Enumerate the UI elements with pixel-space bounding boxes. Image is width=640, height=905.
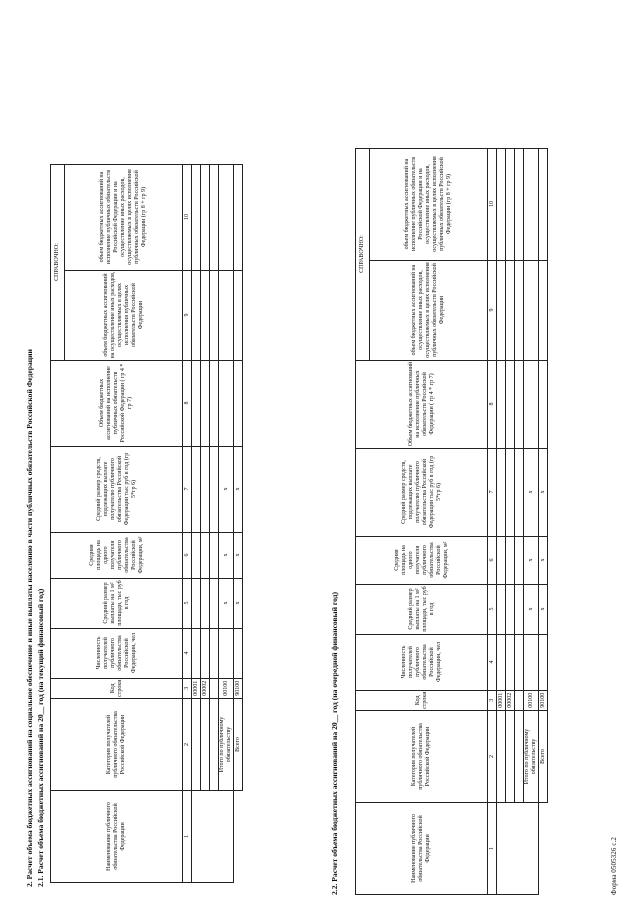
header-recipients-count: Численность получателей публичного обязательства Российской Федерации, чел (356, 634, 488, 690)
col-number: 6 (183, 532, 192, 578)
col-number: 2 (183, 699, 192, 791)
obligation-name-cell (497, 803, 539, 895)
subsection-1-title: 2.1. Расчет объема бюджетных ассигнований на 20__ год (на текущий финансовый год) (36, 588, 45, 887)
table-row (497, 148, 506, 894)
cell (497, 536, 506, 584)
subsection-2-title: 2.2. Расчет объема бюджетных ассигнований на 20__ год (на очередной финансовый год) (330, 591, 339, 895)
cell (506, 448, 515, 536)
cell (192, 446, 201, 532)
cell (219, 270, 234, 360)
col-number: 9 (183, 270, 192, 360)
cell (515, 360, 524, 448)
cell (524, 148, 539, 260)
row-code: 00001 (192, 678, 201, 698)
col-number: 8 (183, 360, 192, 446)
calculation-table-next-year (355, 148, 548, 895)
col-number: 7 (183, 446, 192, 532)
cell (539, 360, 548, 448)
x-mark: x (219, 532, 234, 578)
cell (524, 260, 539, 360)
cell (219, 164, 234, 270)
col-number: 10 (183, 164, 192, 270)
cell (524, 360, 539, 448)
cell (192, 270, 201, 360)
cell (192, 532, 201, 578)
col-number: 4 (488, 634, 497, 690)
cell (515, 690, 524, 710)
header-avg-area: Средняя площадь на одного получателя публичного обязательства Российской Федерации, м² (356, 536, 488, 584)
header-row-code: Код строки (51, 678, 183, 698)
cell (201, 532, 210, 578)
x-mark: x (524, 536, 539, 584)
header-reference: СПРАВОЧНО: (356, 148, 370, 360)
cell (192, 699, 201, 791)
header-avg-area: Средняя площадь на одного получателя публичного обязательства Российской Федерации, м² (51, 532, 183, 578)
calculation-table-current-year (50, 164, 243, 883)
section-title: 2. Расчет объема бюджетных ассигнований на социальное обеспечение и иные выплаты населению в части публичных обязательств Российской Федерации (25, 349, 34, 887)
header-recipient-category: Категория получателей публичного обязательства Российской Федерации (51, 699, 183, 791)
cell (506, 536, 515, 584)
cell (515, 148, 524, 260)
grand-total-label: Всего (234, 699, 243, 791)
cell (524, 634, 539, 690)
total-obligation-label: Итого по публичному обязательству (524, 711, 539, 803)
col-number: 6 (488, 536, 497, 584)
x-mark: x (234, 578, 243, 628)
total-row (219, 164, 234, 882)
cell (219, 360, 234, 446)
header-avg-payment: Средний размер средств, подлежащих выплате получателю публичного обязательства Российской Федерации тыс руб в год (гр 5*гр 6) (356, 448, 488, 536)
cell (210, 678, 219, 698)
cell (539, 634, 548, 690)
obligation-name-cell (192, 791, 234, 883)
header-recipient-category: Категория получателей публичного обязательства Российской Федерации (356, 711, 488, 803)
cell (506, 711, 515, 803)
cell (210, 578, 219, 628)
col-number: 2 (488, 711, 497, 803)
cell (515, 536, 524, 584)
x-mark: x (524, 448, 539, 536)
x-mark: x (539, 584, 548, 634)
x-mark: x (234, 532, 243, 578)
table-row (192, 164, 201, 882)
cell (201, 628, 210, 678)
table-row (210, 164, 219, 882)
col-number: 1 (488, 803, 497, 895)
total-obligation-code: 00100 (524, 690, 539, 710)
table-row (515, 148, 524, 894)
cell (201, 578, 210, 628)
cell (192, 578, 201, 628)
col-number: 7 (488, 448, 497, 536)
header-obligation-amount: Объем бюджетных ассигнований на исполнение публичных обязательств Российской Федерации ( гр 4 * гр 7) (356, 360, 488, 448)
cell (497, 448, 506, 536)
header-other-expenses: объем бюджетных ассигнований на осуществление иных расходов, осуществляемых в целях исполнения публичных обязательств Российской Федерации (370, 260, 488, 360)
col-number: 3 (183, 678, 192, 698)
grand-total-code: 90100 (234, 678, 243, 698)
cell (506, 260, 515, 360)
x-mark: x (219, 446, 234, 532)
cell (210, 532, 219, 578)
col-number: 5 (488, 584, 497, 634)
cell (234, 628, 243, 678)
cell (506, 360, 515, 448)
cell (515, 260, 524, 360)
cell (201, 699, 210, 791)
x-mark: x (219, 578, 234, 628)
header-obligation-name: Наименование публичного обязательства Российской Федерации (356, 803, 488, 895)
cell (506, 584, 515, 634)
header-avg-payment-per-m2: Средний размер выплаты на 1 м² площади, тыс руб в год (51, 578, 183, 628)
cell (497, 711, 506, 803)
cell (497, 584, 506, 634)
cell (201, 270, 210, 360)
header-obligation-amount: Объем бюджетных ассигнований на исполнение публичных обязательств Российской Федерации ( гр 4 * гр 7) (51, 360, 183, 446)
cell (515, 634, 524, 690)
cell (201, 164, 210, 270)
total-obligation-label: Итого по публичному обязательству (219, 699, 234, 791)
grand-total-label: Всего (539, 711, 548, 803)
col-number: 3 (488, 690, 497, 710)
header-total-amount: объем бюджетных ассигнований на исполнение публичных обязательств Российской Федерации и на осуществление иных расходов, осуществляемых в целях исполнения публичных обязательств Российской Федерации (гр 8 + гр 9) (370, 148, 488, 260)
x-mark: x (524, 584, 539, 634)
total-row (524, 148, 539, 894)
cell (539, 148, 548, 260)
cell (210, 699, 219, 791)
col-number: 5 (183, 578, 192, 628)
form-code: Форма 0505326 с.2 (610, 837, 618, 895)
header-avg-payment-per-m2: Средний размер выплаты на 1 м² площади, тыс руб в год (356, 584, 488, 634)
cell (192, 360, 201, 446)
header-reference: СПРАВОЧНО: (51, 164, 65, 360)
grand-total-row (539, 148, 548, 894)
cell (234, 164, 243, 270)
col-number: 4 (183, 628, 192, 678)
row-code: 00001 (497, 690, 506, 710)
cell (210, 446, 219, 532)
col-number: 9 (488, 260, 497, 360)
grand-total-row (234, 164, 243, 882)
cell (192, 164, 201, 270)
x-mark: x (234, 446, 243, 532)
grand-total-code: 90100 (539, 690, 548, 710)
header-obligation-name: Наименование публичного обязательства Российской Федерации (51, 791, 183, 883)
x-mark: x (539, 536, 548, 584)
cell (219, 628, 234, 678)
cell (515, 711, 524, 803)
header-total-amount: объем бюджетных ассигнований на исполнение публичных обязательств Российской Федерации и на осуществление иных расходов, осуществляемых в целях исполнения публичных обязательств Российской Федерации (гр 8 + гр 9) (65, 164, 183, 270)
table-row (506, 148, 515, 894)
row-code: 00002 (506, 690, 515, 710)
header-recipients-count: Численность получателей публичного обязательства Российской Федерации, чел (51, 628, 183, 678)
cell (234, 360, 243, 446)
header-row-code: Код строки (356, 690, 488, 710)
cell (497, 148, 506, 260)
cell (515, 448, 524, 536)
cell (515, 584, 524, 634)
cell (201, 360, 210, 446)
cell (210, 164, 219, 270)
total-obligation-code: 00100 (219, 678, 234, 698)
cell (210, 360, 219, 446)
cell (497, 634, 506, 690)
cell (506, 148, 515, 260)
header-avg-payment: Средний размер средств, подлежащих выплате получателю публичного обязательства Российской Федерации тыс руб в год (гр 5*гр 6) (51, 446, 183, 532)
cell (210, 628, 219, 678)
cell (506, 634, 515, 690)
cell (497, 360, 506, 448)
col-number: 8 (488, 360, 497, 448)
cell (192, 628, 201, 678)
col-number: 10 (488, 148, 497, 260)
col-number: 1 (183, 791, 192, 883)
cell (497, 260, 506, 360)
x-mark: x (539, 448, 548, 536)
header-other-expenses: объем бюджетных ассигнований на осуществление иных расходов, осуществляемых в целях исполнения публичных обязательств Российской Федерации (65, 270, 183, 360)
row-code: 00002 (201, 678, 210, 698)
cell (210, 270, 219, 360)
cell (234, 270, 243, 360)
cell (539, 260, 548, 360)
cell (201, 446, 210, 532)
table-row (201, 164, 210, 882)
